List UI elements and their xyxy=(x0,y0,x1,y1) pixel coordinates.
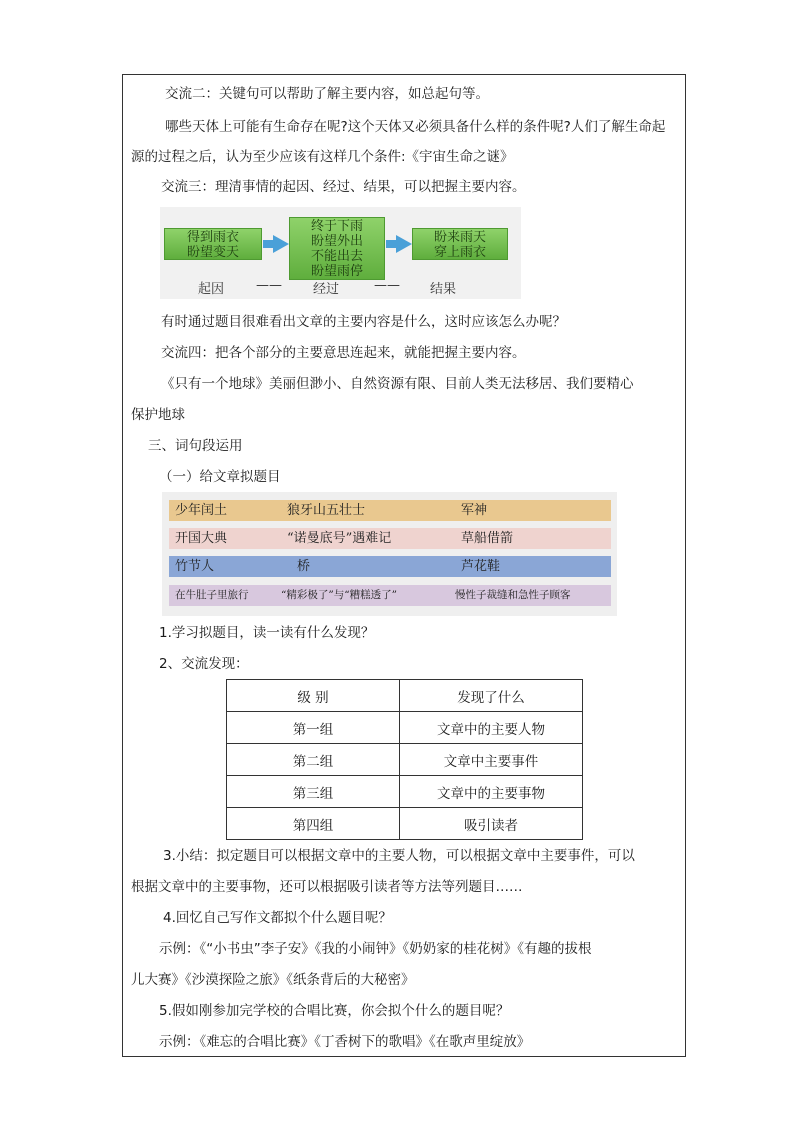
flow-dash: —— xyxy=(256,278,282,293)
exchange-four: 交流四：把各个部分的主要意思连起来，就能把握主要内容。 xyxy=(161,345,526,361)
table-row xyxy=(227,808,583,840)
example-one-line-2: 儿大赛》《沙漠探险之旅》《纸条背后的大秘密》 xyxy=(131,972,415,988)
exchange-three: 交流三：理清事情的起因、经过、结果，可以把握主要内容。 xyxy=(161,179,526,195)
title-item: “诺曼底号”遇难记 xyxy=(287,531,392,546)
table-cell: 第三组 xyxy=(227,776,400,808)
summary-line-2: 根据文章中的主要事物，还可以根据吸引读者等方法等列题目…… xyxy=(131,879,523,895)
table-cell: 吸引读者 xyxy=(400,808,583,840)
table-header: 级 别 xyxy=(227,680,400,712)
question-five: 5.假如刚参加完学校的合唱比赛，你会拟个什么的题目呢？ xyxy=(159,1003,510,1019)
earth-example-1: 《只有一个地球》美丽但渺小、自然资源有限、目前人类无法移居、我们要精心 xyxy=(161,376,634,392)
question-one: 1.学习拟题目，读一读有什么发现？ xyxy=(159,625,375,641)
table-header: 发现了什么 xyxy=(400,680,583,712)
title-item: 慢性子裁缝和急性子顾客 xyxy=(455,589,571,601)
label-result: 结果 xyxy=(430,282,457,297)
title-row-group-1 xyxy=(169,500,611,521)
table-cell: 第四组 xyxy=(227,808,400,840)
earth-example-2: 保护地球 xyxy=(131,407,185,423)
example-two: 示例：《难忘的合唱比赛》《丁香树下的歌唱》《在歌声里绽放》 xyxy=(159,1034,531,1050)
paragraph-life-1: 哪些天体上可能有生命存在呢?这个天体又必须具备什么样的条件呢?人们了解生命起 xyxy=(165,119,666,135)
flow-box-result xyxy=(412,228,508,260)
title-item: 桥 xyxy=(297,559,311,574)
question-title-hard: 有时通过题目很难看出文章的主要内容是什么，这时应该怎么办呢？ xyxy=(161,314,566,330)
table-cell: 文章中的主要事物 xyxy=(400,776,583,808)
story-flow-diagram xyxy=(160,207,521,299)
title-item: 竹节人 xyxy=(175,559,215,574)
flow-box-cause xyxy=(164,228,262,260)
title-row-group-2 xyxy=(169,528,611,549)
table-cell: 文章中的主要人物 xyxy=(400,712,583,744)
arrow-right-icon xyxy=(273,235,289,253)
title-row-group-4 xyxy=(169,585,611,606)
title-item: 少年闰土 xyxy=(175,503,228,518)
exchange-two: 交流二：关键句可以帮助了解主要内容，如总起句等。 xyxy=(165,86,489,102)
flow-box-process xyxy=(289,217,385,280)
table-header-row xyxy=(227,680,583,712)
table-row xyxy=(227,776,583,808)
paragraph-life-2: 源的过程之后，认为至少应该有这样几个条件:《宇宙生命之谜》 xyxy=(131,149,514,165)
subsection-one-heading: （一）给文章拟题目 xyxy=(159,469,281,485)
title-item: 在牛肚子里旅行 xyxy=(175,589,249,601)
flow-text: 盼望外出 xyxy=(310,234,363,249)
flow-text: 盼望雨停 xyxy=(310,264,363,279)
title-item: 开国大典 xyxy=(175,531,228,546)
flow-text: 不能出去 xyxy=(310,249,363,264)
flow-text: 盼来雨天 xyxy=(433,230,486,245)
findings-table xyxy=(226,679,583,840)
title-item: 芦花鞋 xyxy=(461,559,501,574)
question-four: 4.回忆自己写作文都拟个什么题目呢？ xyxy=(163,910,392,926)
label-process: 经过 xyxy=(313,282,340,297)
title-row-group-3 xyxy=(169,556,611,577)
flow-text: 得到雨衣 xyxy=(186,230,239,245)
table-cell: 文章中主要事件 xyxy=(400,744,583,776)
section-three-heading: 三、词句段运用 xyxy=(148,438,243,454)
flow-text: 终于下雨 xyxy=(310,219,363,234)
flow-text: 盼望变天 xyxy=(186,245,239,260)
title-item: 草船借箭 xyxy=(461,531,514,546)
table-row xyxy=(227,712,583,744)
title-item: 狼牙山五壮士 xyxy=(287,503,366,518)
example-one-line-1: 示例：《“小书虫”李子安》《我的小闹钟》《奶奶家的桂花树》《有趣的拔根 xyxy=(159,941,592,957)
arrow-right-icon xyxy=(396,235,412,253)
table-row xyxy=(227,744,583,776)
table-cell: 第一组 xyxy=(227,712,400,744)
title-item: “精彩极了”与“糟糕透了” xyxy=(281,589,397,601)
table-cell: 第二组 xyxy=(227,744,400,776)
flow-dash: —— xyxy=(374,278,400,293)
summary-line-1: 3.小结：拟定题目可以根据文章中的主要人物，可以根据文章中主要事件，可以 xyxy=(163,848,635,864)
title-item: 军神 xyxy=(461,503,488,518)
flow-text: 穿上雨衣 xyxy=(433,245,486,260)
label-cause: 起因 xyxy=(198,282,225,297)
article-title-examples xyxy=(162,492,617,616)
question-two: 2、交流发现： xyxy=(159,656,249,672)
